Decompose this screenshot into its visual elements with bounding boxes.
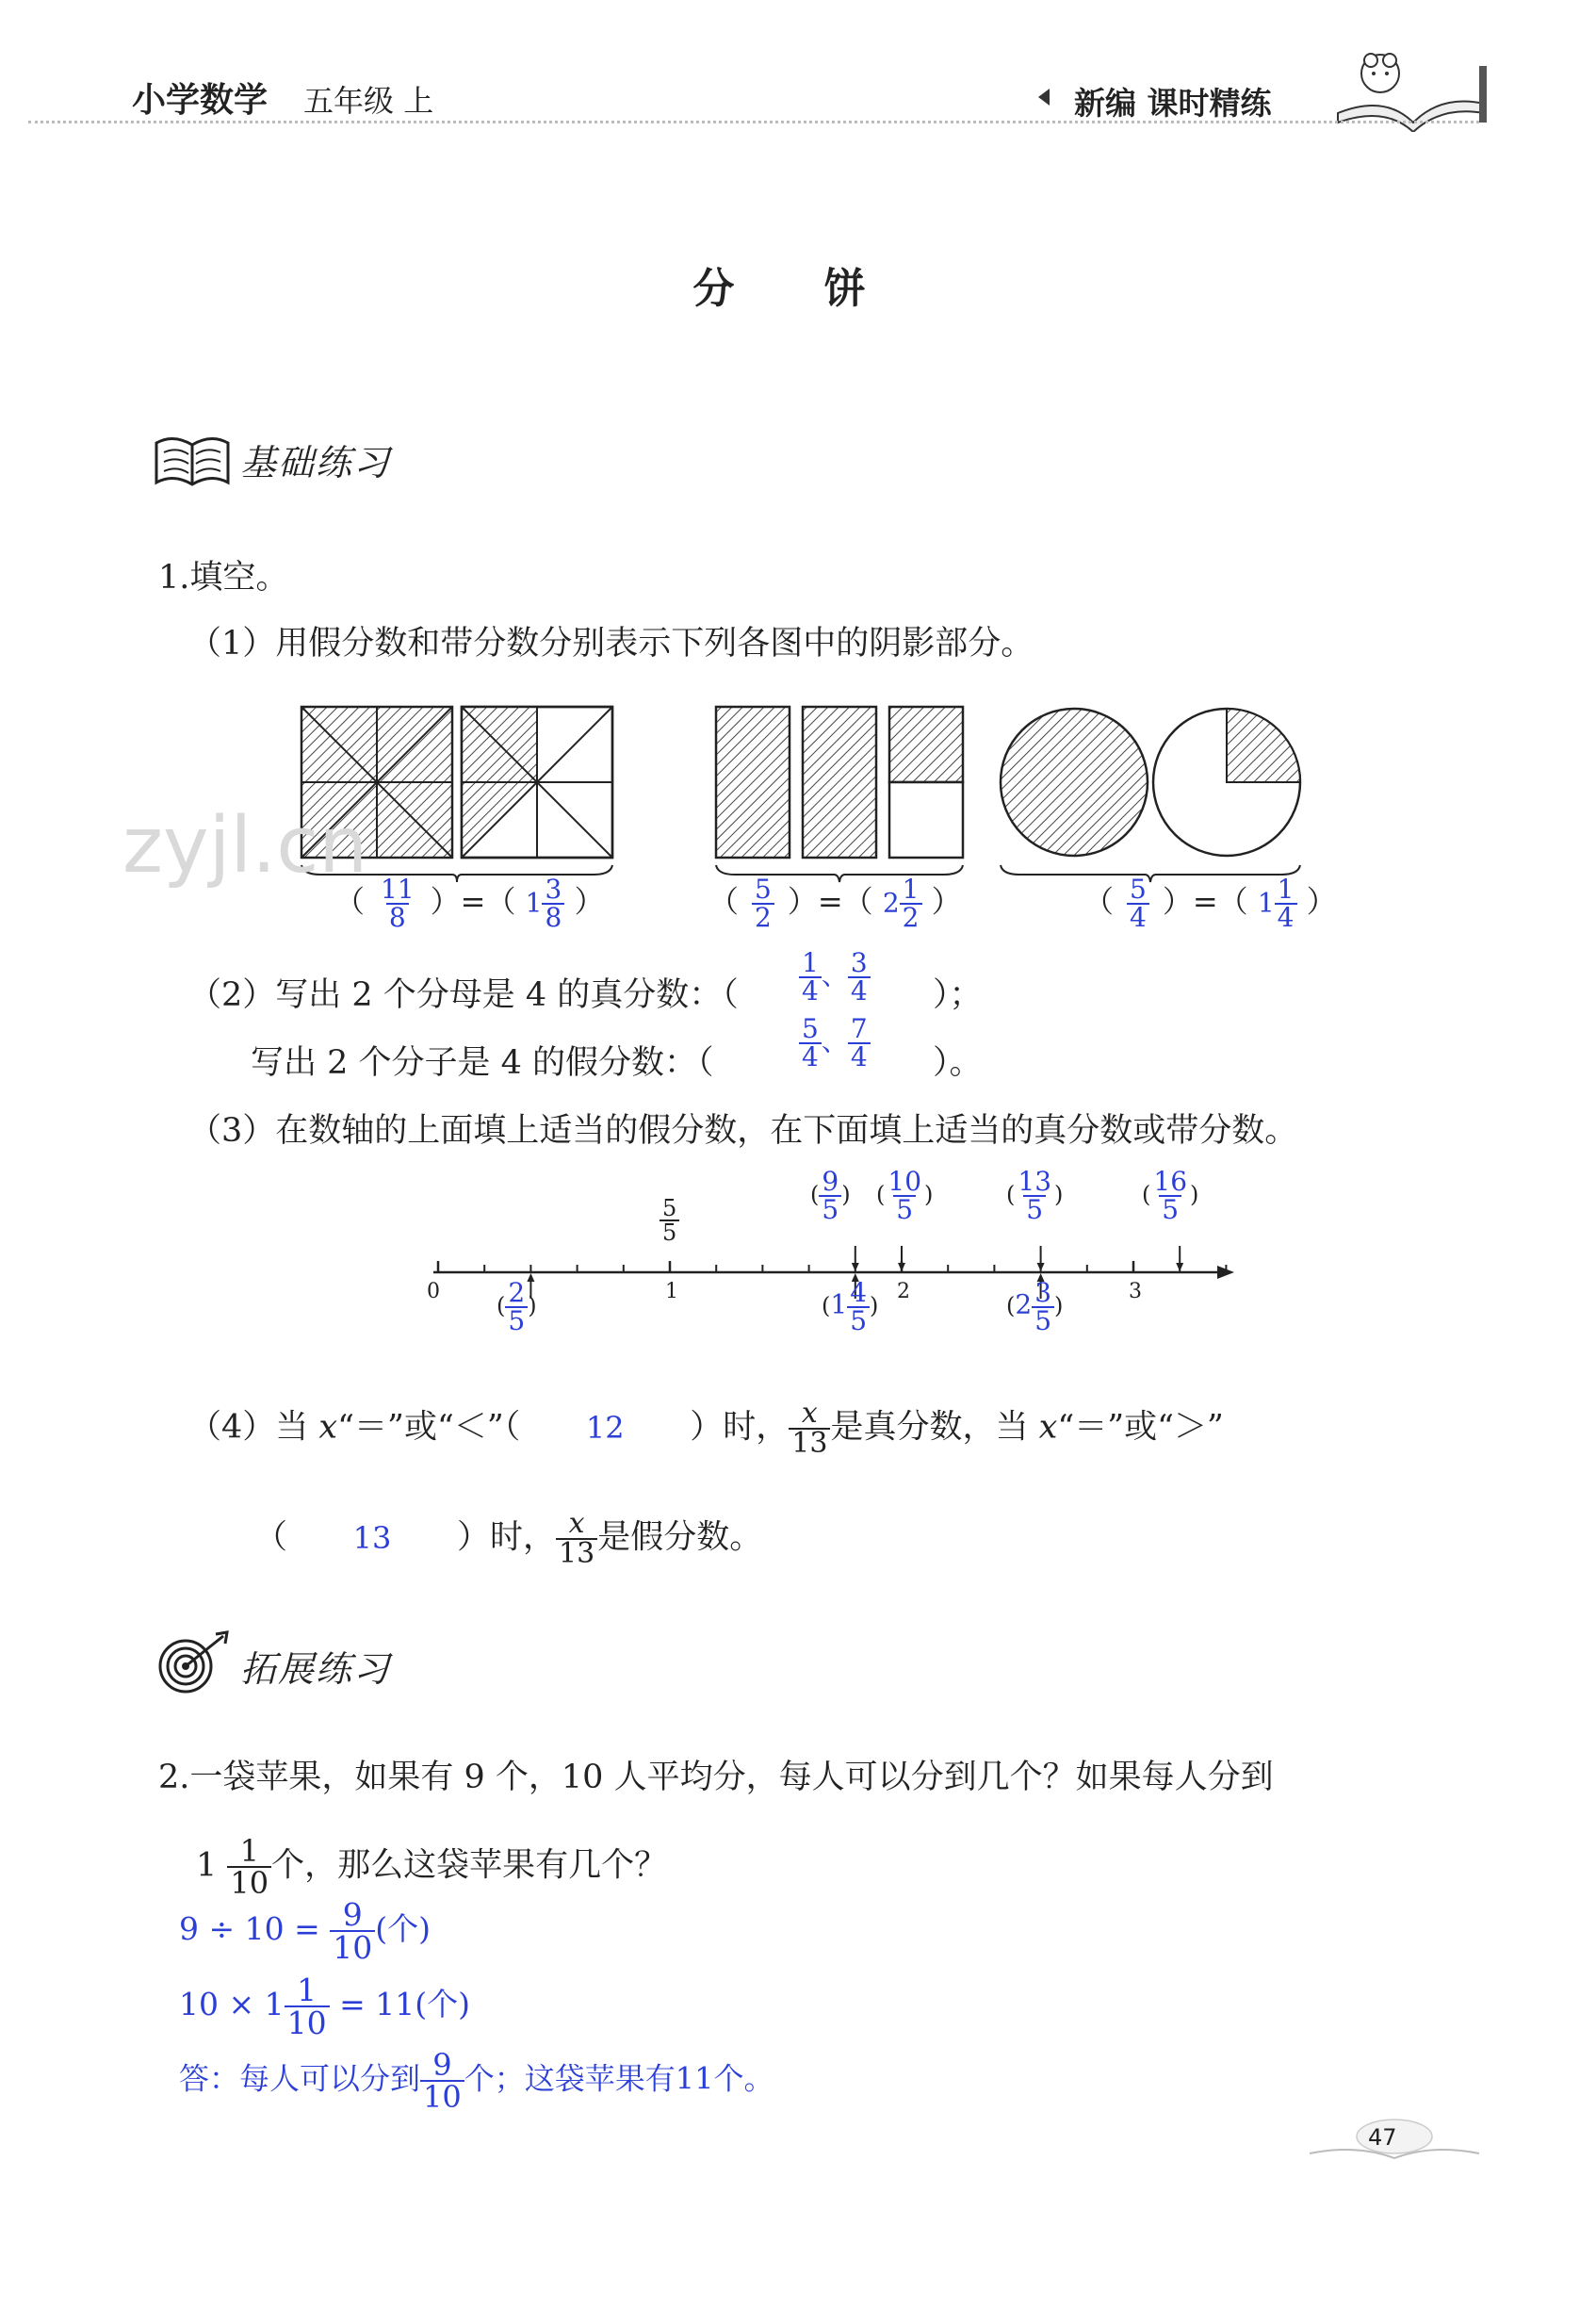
header-series: 新编 课时精练	[1074, 85, 1272, 122]
q1-part2a-answers: $\frac{1}{4}$ 、 $\frac{3}{4}$	[799, 950, 871, 1005]
tick-label-0: 0	[427, 1280, 440, 1303]
axis-below-1: ( $\frac{2}{5}$ )	[497, 1277, 537, 1336]
q1-label: 1.填空。	[158, 559, 289, 597]
q1-part2b-end: ）。	[933, 1044, 983, 1082]
tick-label-1: 1	[665, 1280, 678, 1303]
q2-solution-2: 10 × 1 $\frac{1}{10}$ = 11(个)	[179, 1972, 471, 2041]
q2-line2: 1 $\frac{1}{10}$ 个，那么这袋苹果有几个？	[196, 1833, 668, 1901]
watermark: zyjl.cn	[122, 801, 368, 891]
axis-below-2: (1 $\frac{4}{5}$ )	[822, 1277, 879, 1336]
fig2-answer: （ $\frac{5}{2}$ ）=（ 2 $\frac{1}{2}$ ）	[708, 874, 962, 933]
q1-part2b-answers: $\frac{5}{4}$ 、 $\frac{7}{4}$	[799, 1016, 871, 1071]
q1-part4-line1: （4）当 x“＝”或“＜”（ 12 ）时， $\frac{x}{13}$ 是真分数，当 x“＝”或“＞”	[188, 1397, 1224, 1460]
square-figure-2	[462, 707, 612, 858]
q1-part2b: 写出 2 个分子是 4 的假分数：（	[251, 1044, 714, 1082]
q1-part2a-end: ）；	[933, 976, 983, 1014]
axis-below-3: (2 $\frac{3}{5}$ )	[1006, 1277, 1064, 1336]
q1-part2a: （2）写出 2 个分母是 4 的真分数：（	[188, 976, 739, 1014]
fraction-figures	[283, 697, 1376, 886]
section-extend: 拓展练习	[240, 1648, 392, 1690]
q1-part4-line2: （ 13 ）时， $\frac{x}{13}$ 是假分数。	[254, 1507, 763, 1570]
q1-part1: （1）用假分数和带分数分别表示下列各图中的阴影部分。	[188, 625, 1034, 663]
axis-above-3: ( $\frac{13}{5}$ )	[1006, 1166, 1064, 1225]
axis-arrowhead	[852, 1263, 859, 1271]
q1-part3: （3）在数轴的上面填上适当的假分数，在下面填上适当的真分数或带分数。	[188, 1112, 1298, 1150]
axis-arrowhead	[1176, 1263, 1183, 1271]
fig1-answer: （ $\frac{11}{8}$ ）=（ 1 $\frac{3}{8}$ ）	[334, 874, 605, 933]
page-title: 分 饼	[692, 265, 904, 313]
axis-arrowhead	[898, 1263, 905, 1271]
tick-label-3: 3	[1129, 1280, 1142, 1303]
header-arrow-icon	[1038, 89, 1050, 106]
axis-arrowhead	[1037, 1263, 1045, 1271]
section-basic: 基础练习	[240, 442, 392, 483]
axis-given-fraction: $\frac{5}{5}$	[660, 1197, 679, 1244]
book-mascot-icon	[1328, 38, 1489, 132]
target-icon	[155, 1630, 231, 1696]
fig3-answer: （ $\frac{5}{4}$ ）=（ 1 $\frac{1}{4}$ ）	[1083, 874, 1337, 933]
q2-answer: 答：每人可以分到 $\frac{9}{10}$ 个；这袋苹果有11个。	[179, 2047, 774, 2115]
header-divider	[28, 121, 1479, 123]
header-book: 小学数学 五年级 上	[132, 81, 434, 120]
axis-above-1: ( $\frac{9}{5}$ )	[810, 1166, 851, 1225]
axis-above-2: ( $\frac{10}{5}$ )	[876, 1166, 934, 1225]
q2-line1: 2.一袋苹果，如果有 9 个，10 人平均分，每人可以分到几个？如果每人分到	[158, 1759, 1274, 1796]
tick-label-2: 2	[897, 1280, 910, 1303]
page-number: 47	[1368, 2124, 1397, 2151]
open-book-icon	[153, 434, 232, 490]
axis-above-4: ( $\frac{16}{5}$ )	[1142, 1166, 1199, 1225]
q2-solution-1: 9 ÷ 10 = $\frac{9}{10}$ (个)	[179, 1896, 432, 1966]
